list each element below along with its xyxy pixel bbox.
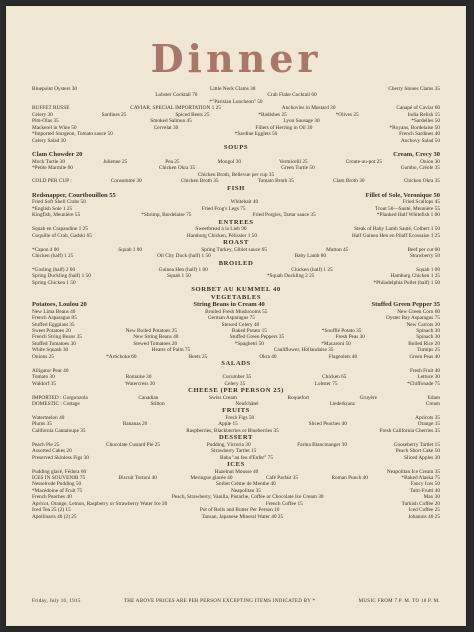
menu-item: ICES IN SOUVENIR 75 — [32, 474, 86, 481]
menu-item: California Cantaloupe 35 — [32, 427, 86, 434]
menu-item: Pudding glacé, Fédora 60 — [32, 468, 87, 475]
menu-item: Peach, Strawberry, Vanilla, Pistache, Coffee or Chocolate Ice Cream 30 — [171, 494, 324, 501]
menu-item: Celery 30 — [32, 111, 53, 118]
menu-item: Apple 15 — [218, 421, 238, 428]
section-heading — [32, 387, 440, 395]
menu-item: Turkish Coffee 20 — [401, 500, 440, 507]
menu-item: Oyster Bay Asparagus 75 — [386, 315, 440, 322]
menu-line — [32, 192, 440, 199]
menu-item: Preserved Skinless Figs 30 — [32, 454, 89, 461]
section-heading — [32, 360, 440, 368]
menu-item: Stilton — [150, 400, 165, 407]
menu-item: Hamburg Chicken 1 25 — [390, 273, 440, 280]
menu-item: Spinach 30 — [416, 328, 440, 335]
menu-item: Spiced Beets 25 — [175, 111, 210, 118]
menu-item: *Spaghetti 50 — [234, 340, 264, 347]
menu-item: Stewed Celery 40 — [221, 321, 260, 328]
menu-item: Fried Scallops 45 — [402, 199, 440, 206]
menu-item: Squab en Crapaudine 1 25 — [32, 226, 88, 233]
menu-item: Pudding, Victoria 30 — [206, 441, 251, 448]
menu-item: Clam Chowder 20 — [32, 151, 83, 159]
menu-item: Smoked Salmon 45 — [150, 118, 192, 125]
menu-item: ICES — [227, 461, 245, 469]
menu-item: Raspberries, Blackberries or Blueberries 35 — [186, 427, 279, 434]
menu-item: CHEESE (PER PERSON 25) — [188, 387, 284, 395]
menu-item: Oil City Duck (half) 1 50 — [157, 253, 211, 260]
menu-item: Mock Turtle 30 — [32, 158, 65, 165]
menu-item: *"Parisian Luncheon" 50 — [209, 98, 263, 105]
menu-item: Roquefort — [287, 394, 309, 401]
menu-item: Lettuce 30 — [417, 374, 440, 381]
menu-item: Hearts of Palm 75 — [151, 347, 191, 354]
section-heading — [32, 219, 440, 227]
menu-item: BROILED — [218, 259, 254, 267]
menu-item: Coquille of Crab, Gadski 65 — [32, 232, 92, 239]
menu-item: Cucumber 35 — [222, 374, 252, 381]
menu-item: Tansan, Japanese Mineral Water 40 25 — [201, 513, 284, 520]
menu-item: Fresh Peas 30 — [335, 334, 365, 341]
menu-item: VEGETABLES — [210, 293, 262, 301]
menu-item: Strawberry 50 — [409, 253, 440, 260]
menu-item: DOMESTIC : Cottage — [32, 400, 80, 407]
menu-item: *Capon 4 00 — [32, 246, 60, 253]
menu-item: Fried Frog's Legs 75 — [201, 205, 246, 212]
menu-item: Lyon Sausage 30 — [283, 118, 320, 125]
menu-item: Squab 1 50 — [166, 273, 191, 280]
menu-item: Plums 35 — [32, 421, 52, 428]
menu-item: Spring Turkey, Giblet sauce 65 — [201, 246, 267, 253]
menu-item: SALADS — [221, 360, 251, 368]
menu-item: SORBET AU KUMMEL 40 — [191, 286, 281, 294]
menu-item: Pea 25 — [165, 158, 180, 165]
menu-item: Swiss Cream — [209, 394, 237, 401]
menu-item: Trout 50—Sauté, Meunière 55 — [375, 205, 440, 212]
menu-item: Canapé of Caviar 60 — [396, 105, 440, 112]
menu-item: Sliced Apples 30 — [404, 454, 440, 461]
menu-item: Assorted Cakes 20 — [32, 448, 72, 455]
section-heading — [32, 407, 440, 415]
menu-item: FRUITS — [222, 407, 250, 415]
menu-item: *Sardelles 50 — [411, 118, 440, 125]
menu-item: Sardines 25 — [101, 111, 127, 118]
menu-lines — [32, 86, 440, 520]
menu-item: Neapolitan Ice Cream 35 — [386, 468, 440, 475]
menu-item: *Shrimp, Bordelaise 75 — [141, 212, 192, 219]
menu-item: Spring Chicken 1 50 — [32, 279, 76, 286]
menu-item: Cream, Crecy 30 — [393, 151, 440, 159]
menu-item: Celery 35 — [224, 380, 246, 387]
menu-item: *Macaroni 50 — [321, 340, 351, 347]
menu-item: Stuffed Green Pepper 35 — [371, 301, 440, 309]
section-heading — [32, 239, 440, 247]
menu-item: Mongol 30 — [217, 158, 241, 165]
menu-item: French Asparagus 85 — [32, 315, 77, 322]
menu-item: Whitebait 40 — [230, 199, 259, 206]
menu-line — [32, 151, 440, 158]
menu-item: Romaine 30 — [125, 374, 152, 381]
menu-item: Liederkranz — [329, 400, 356, 407]
menu-item: Sweet Potatoes 20 — [32, 328, 71, 335]
menu-item: Beef per cut 60 — [407, 246, 440, 253]
menu-item: Chicken Okra 35 — [403, 178, 440, 185]
menu-item: Onions 25 — [32, 353, 54, 360]
menu-item: *Chiffonade 75 — [406, 380, 440, 387]
menu-item: Orange 15 — [417, 421, 440, 428]
menu-item: Max 30 — [423, 494, 440, 501]
menu-item: Fillets of Herring in Oil 30 — [255, 124, 313, 131]
menu-item: Bananas 20 — [122, 421, 148, 428]
menu-item: French Sardines 40 — [399, 131, 440, 138]
menu-item: *Macédoine of Fruit 75 — [32, 487, 83, 494]
menu-item: Roman Punch 40 — [331, 474, 368, 481]
section-heading — [32, 260, 440, 268]
menu-item: Iced Coffee 25 — [408, 507, 440, 514]
menu-item: Stuffed Green Peppers 35 — [229, 334, 285, 341]
menu-item: Meringue glacée 40 — [190, 474, 233, 481]
menu-item: Peach Short Cake 50 — [395, 448, 440, 455]
menu-item: Cauliflower, Hollandaise 35 — [273, 347, 334, 354]
menu-item: Fried Porgies, Tartar sauce 35 — [252, 212, 316, 219]
menu-item: Mackerel in Wine 50 — [32, 124, 77, 131]
menu-item: Anchovies in Mustard 30 — [281, 105, 336, 112]
menu-item: Waldorf 35 — [32, 380, 56, 387]
menu-item: Chicken Broth 35 — [180, 178, 219, 185]
price-note: THE ABOVE PRICES ARE PER PERSON EXCEPTING ITEMS INDICATED BY * — [123, 599, 316, 604]
menu-item: Fillet of Sole, Veronique 50 — [365, 192, 440, 200]
menu-item: Apricots 35 — [415, 414, 440, 421]
menu-item: Chicken Okra 35 — [158, 165, 196, 172]
menu-item: *Philadelphia Pullet (half) 1 50 — [373, 279, 440, 286]
menu-item: Steak of Baby Lamb Sauté, Colbert 1 50 — [354, 226, 440, 233]
menu-item: Consommé 30 — [110, 178, 142, 185]
section-heading — [32, 185, 440, 193]
menu-item: Stuffed Eggplant 35 — [32, 321, 75, 328]
menu-item: Fried Soft Shell Crabs 50 — [32, 199, 86, 206]
menu-item: Turnips 25 — [417, 347, 440, 354]
menu-date: Friday, July 16, 1915 — [32, 599, 81, 604]
menu-item: Julienne 25 — [102, 158, 128, 165]
menu-item: Kingfish, Meunière 55 — [32, 212, 81, 219]
menu-item: Sweetbread à la Lieb 90 — [195, 226, 247, 233]
menu-item: Pim-Olas 35 — [32, 118, 59, 125]
menu-item: Baba "au feu d'Enfer" 75 — [220, 454, 273, 461]
menu-item: *English Sole 1 25 — [32, 205, 73, 212]
menu-item: Cherry Stones Clams 35 — [388, 86, 440, 92]
menu-item: String Beans in Cream 40 — [193, 301, 265, 309]
menu-item: Iced Tea 25 (2) 15 — [32, 507, 71, 514]
menu-item: Croute-au-pot 25 — [345, 158, 383, 165]
menu-item: Farina Blancmanger 30 — [297, 441, 347, 448]
menu-item: Okra 40 — [259, 353, 277, 360]
menu-item: Green Turtle 50 — [281, 165, 315, 172]
section-heading — [32, 144, 440, 152]
menu-item: New Green Corn 60 — [397, 308, 440, 315]
menu-item: India Relish 15 — [407, 111, 440, 118]
menu-item: Crab Flake Cocktail 60 — [267, 92, 317, 99]
menu-item: Vermicelli 25 — [279, 158, 308, 165]
menu-line — [32, 514, 440, 520]
menu-card — [6, 6, 466, 626]
section-heading — [32, 286, 440, 294]
menu-item: Apollinaris 40 (2) 25 — [32, 513, 77, 520]
menu-item: BUFFET RUSSE — [32, 105, 70, 112]
menu-item: IMPORTED : Gorgonzola — [32, 394, 88, 401]
menu-item: Green Peas 40 — [409, 353, 440, 360]
menu-item: *Gosling (half) 2 00 — [32, 267, 76, 274]
menu-item: *Squab Duckling 2 25 — [266, 273, 315, 280]
menu-item: French Coffee 15 — [265, 500, 303, 507]
menu-item: Celery Salad 30 — [32, 137, 66, 144]
menu-item: Fancy Ices 50 — [410, 481, 440, 488]
menu-item: German Asparagus 75 — [207, 315, 255, 322]
menu-item: Bluepoint Oysters 30 — [32, 86, 78, 92]
menu-item: Strawberry Tartlet 15 — [211, 448, 257, 455]
menu-item: CAVIAR, SPECIAL IMPORTATION 1 25 — [130, 105, 221, 112]
menu-item: French Peaches 40 — [32, 494, 72, 501]
menu-item: Squab 1 00 — [416, 267, 440, 274]
menu-item: Apricot, Orange, Lemon, Raspberry or Strawberry Water Ice 30 — [32, 500, 168, 507]
menu-item: New Lima Beans 40 — [32, 308, 76, 315]
menu-item: Anchovy Salad 50 — [400, 137, 440, 144]
menu-item: *Soufflé Potato 35 — [321, 328, 362, 335]
menu-item: Guinea Hen (half) 1 00 — [158, 267, 208, 274]
menu-item: Boiled Rice 20 — [408, 340, 440, 347]
menu-item: Stuffed Tomatoes 30 — [32, 340, 76, 347]
menu-item: Mutton 45 — [326, 246, 349, 253]
menu-item: Gooseberry Tartlet 15 — [393, 441, 440, 448]
menu-item: Café Parfait 35 — [265, 474, 299, 481]
menu-item: *Baked Alaska 75 — [401, 474, 440, 481]
menu-item: Tomato Broth 35 — [257, 178, 294, 185]
menu-title: Dinner — [150, 36, 322, 81]
menu-item: *Petite Marmite 60 — [32, 165, 73, 172]
menu-item: *Planked Half Whitefish 1 00 — [376, 212, 440, 219]
menu-item: Neufchâtel — [235, 400, 259, 407]
menu-item: Tutti-Frutti 40 — [409, 487, 440, 494]
menu-item: Alligator Pear 40 — [32, 367, 69, 374]
menu-item: ENTREES — [218, 218, 254, 226]
menu-item: Half Guinea Hen en Pilaff Ecossaise 1 25 — [351, 232, 440, 239]
menu-item: Lobster Cocktail 70 — [155, 92, 198, 99]
menu-item: *Sardine Egglets 50 — [234, 131, 278, 138]
menu-item: COLD PER CUP : — [32, 178, 72, 185]
menu-item: ROAST — [223, 239, 249, 247]
menu-item: Peach Pie 25 — [32, 441, 60, 448]
menu-item: Squab 1 00 — [118, 246, 143, 253]
menu-item: New String Beans 40 — [133, 334, 179, 341]
menu-item: Fresh Figs 50 — [225, 414, 255, 421]
menu-item: SOUPS — [223, 143, 249, 151]
menu-item: DESSERT — [218, 434, 254, 442]
menu-line — [32, 301, 440, 308]
menu-item: *Artichoke 60 — [106, 353, 137, 360]
menu-item: Potatoes, Loulou 20 — [32, 301, 87, 309]
menu-item: Edam — [427, 394, 440, 401]
menu-item: Chicken Broth, Bellevue per cup 35 — [197, 171, 275, 178]
menu-item: Chicken (half) 1 25 — [32, 253, 74, 260]
menu-item: Baked Potato 15 — [231, 328, 267, 335]
menu-item: Stewed Tomatoes 20 — [133, 340, 178, 347]
menu-item: Clam Broth 30 — [333, 178, 365, 185]
menu-item: Lobster 75 — [314, 380, 338, 387]
menu-item: Fresh Fruit 40 — [409, 367, 440, 374]
menu-item: Onion 30 — [420, 158, 440, 165]
menu-item: French String Beans 35 — [32, 334, 82, 341]
menu-item: Spinach 30 — [416, 334, 440, 341]
menu-item: Flageolets 40 — [328, 353, 358, 360]
menu-item: Sliced Peaches 40 — [308, 421, 347, 428]
menu-item: Johannis 40 25 — [408, 513, 440, 520]
menu-item: Biscuit Tortoni 40 — [118, 474, 157, 481]
menu-item: White Squash 30 — [32, 347, 69, 354]
menu-item: FISH — [227, 184, 245, 192]
menu-item: Nesselrode Pudding 50 — [32, 481, 82, 488]
section-heading — [32, 434, 440, 442]
menu-item: Hazelnut Mousse 40 — [214, 468, 259, 475]
menu-item: Gruyère — [359, 394, 377, 401]
menu-item: *Olives 25 — [335, 111, 359, 118]
menu-item: Broiled Fresh Mushrooms 55 — [205, 308, 268, 315]
menu-item: Neapolitan 35 — [231, 487, 261, 494]
section-heading — [32, 461, 440, 469]
menu-item: *Imported Sturgeon, Tomato sauce 50 — [32, 131, 113, 138]
menu-item: Spring Duckling (half) 1 50 — [32, 273, 91, 280]
menu-item: Chicken 65 — [322, 374, 347, 381]
menu-item: Pot of Rolls and Butter Per Person 10 — [199, 507, 280, 514]
menu-item: Sorbet Crème de Menthe 40 — [215, 481, 276, 488]
menu-item: Hamburg Chicken, Pélissier 1 50 — [186, 232, 257, 239]
music-hours: MUSIC FROM 7 P. M. TO 10 P. M. — [358, 599, 440, 604]
menu-item: New Boiled Potatoes 25 — [125, 328, 178, 335]
menu-item: Watercress 30 — [125, 380, 156, 387]
menu-item: Cream — [425, 400, 440, 407]
menu-item: Baby Lamb 80 — [294, 253, 327, 260]
menu-item: Tomato 30 — [32, 374, 55, 381]
menu-item: Chicken (half) 1 25 — [291, 267, 333, 274]
menu-item: Beets 25 — [188, 353, 208, 360]
menu-item: Little Neck Clams 30 — [209, 86, 256, 92]
section-heading — [32, 294, 440, 302]
menu-item: Gumbo, Créole 35 — [400, 165, 440, 172]
menu-item: New Carrots 30 — [406, 321, 440, 328]
menu-footer — [32, 599, 440, 604]
menu-item: Watermelon 40 — [32, 414, 65, 421]
menu-item: *Royans, Bordelaise 50 — [389, 124, 440, 131]
menu-item: *Radishes 25 — [258, 111, 287, 118]
menu-item: Cervelat 30 — [153, 124, 179, 131]
menu-item: Canadian — [138, 394, 159, 401]
menu-item: Redsnapper, Courtbouillon 55 — [32, 192, 116, 200]
menu-item: Fresh California Cherries 35 — [379, 427, 440, 434]
menu-item: Chocolate Custard Pie 25 — [106, 441, 161, 448]
